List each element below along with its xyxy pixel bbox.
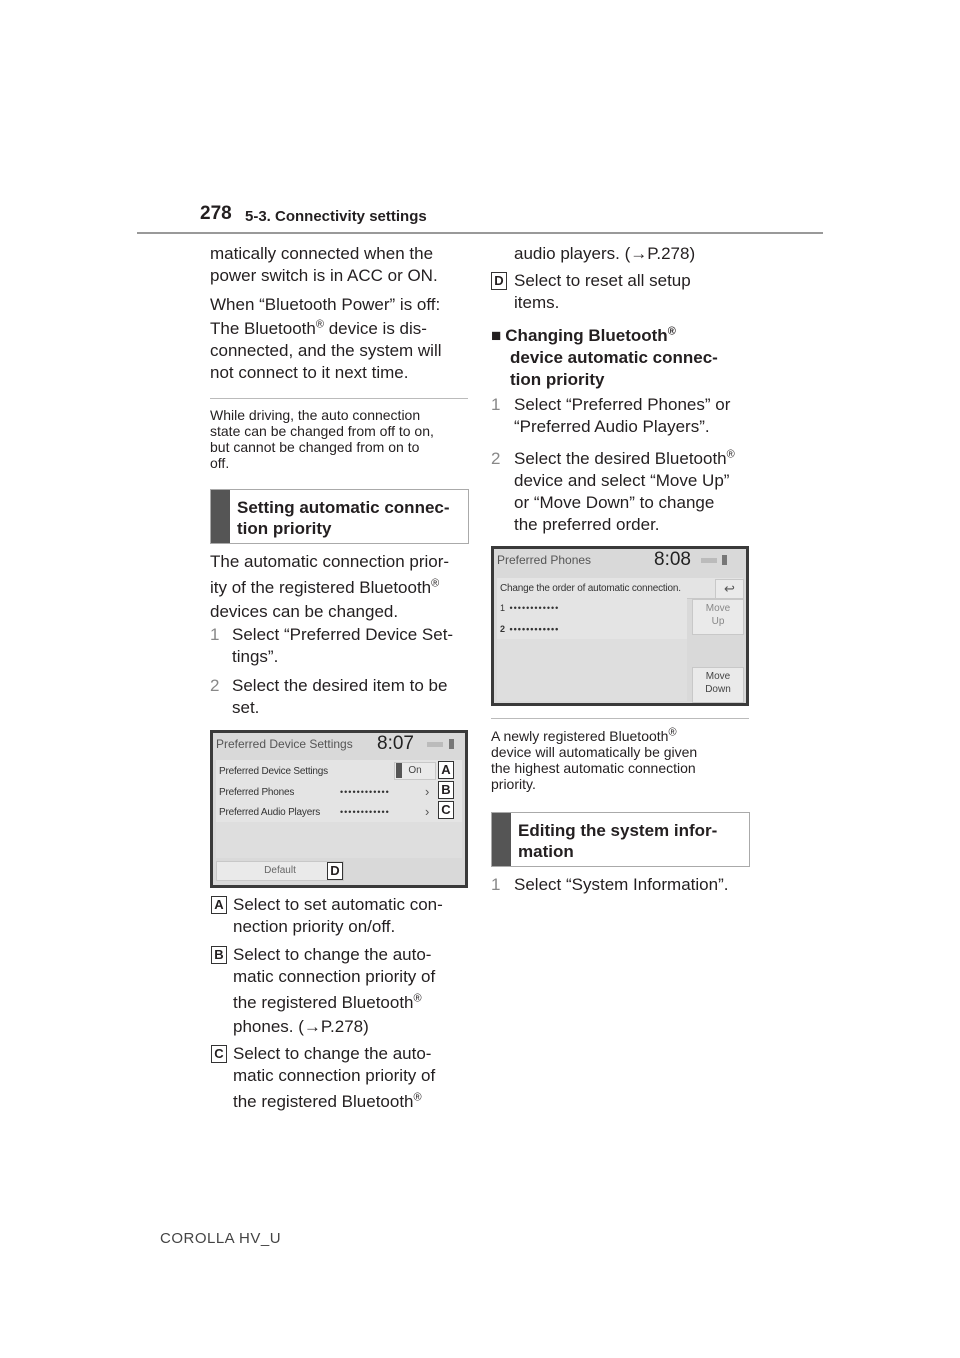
preferred-device-settings-screen bbox=[210, 730, 468, 888]
left-paragraph-2: When “Bluetooth Power” is off: bbox=[210, 295, 441, 314]
preferred-phones-screen bbox=[491, 546, 749, 706]
back-icon[interactable]: ↩ bbox=[715, 579, 744, 599]
header-rule bbox=[137, 232, 823, 234]
registered-mark: ® bbox=[315, 318, 324, 331]
callout-c: C bbox=[438, 801, 454, 819]
right-step-1: 1 Select “Preferred Phones” or “Preferred Audio Players”. bbox=[491, 395, 731, 436]
label-c: C bbox=[211, 1045, 227, 1063]
label-a: A bbox=[211, 896, 227, 914]
screen-clock: 8:07 bbox=[377, 733, 414, 754]
hint-row: Change the order of automatic connection. bbox=[497, 578, 743, 599]
left-paragraph-1: matically connected when the power switch is in ACC or ON. bbox=[210, 244, 438, 285]
desc-c: Select to change the auto- matic connection priority of the registered Bluetooth® bbox=[233, 1044, 436, 1111]
left-note: While driving, the auto connection state can be changed from off to on, but cannot be changed from on to off. bbox=[210, 407, 434, 471]
signal-indicator bbox=[701, 558, 717, 563]
section-heading-editing-system-info: Editing the system infor- mation bbox=[491, 812, 750, 867]
battery-icon bbox=[449, 739, 454, 749]
left-step-1: 1 Select “Preferred Device Set- tings”. bbox=[210, 625, 454, 666]
step-number: 1 bbox=[491, 395, 501, 414]
footer-model: COROLLA HV_U bbox=[160, 1230, 282, 1247]
phone-item-1[interactable]: 1 •••••••••••• bbox=[497, 598, 687, 619]
step-number: 1 bbox=[210, 625, 220, 644]
label-d: D bbox=[491, 272, 507, 290]
chevron-right-icon: › bbox=[425, 804, 430, 819]
row-preferred-audio-players[interactable]: Preferred Audio Players •••••••••••• › bbox=[216, 802, 462, 823]
section-heading-setting-priority: Setting automatic connec- tion priority bbox=[210, 489, 469, 544]
move-up-button[interactable]: Move Up bbox=[692, 599, 744, 635]
desc-d: Select to reset all setup items. bbox=[514, 271, 691, 312]
callout-d: D bbox=[327, 862, 343, 880]
signal-indicator bbox=[427, 742, 443, 747]
chevron-right-icon: › bbox=[425, 784, 430, 799]
left-paragraph-4: The automatic connection prior- ity of the registered Bluetooth® devices can be changed. bbox=[210, 552, 450, 621]
row-preferred-phones[interactable]: Preferred Phones •••••••••••• › bbox=[216, 782, 462, 803]
screen-title: Preferred Phones bbox=[497, 553, 592, 567]
section-title: 5-3. Connectivity settings bbox=[245, 208, 427, 225]
step-number: 2 bbox=[210, 676, 220, 695]
move-down-button[interactable]: Move Down bbox=[692, 667, 744, 703]
callout-a: A bbox=[438, 761, 454, 779]
square-bullet-icon: ■ bbox=[491, 326, 502, 345]
right-note: A newly registered Bluetooth® device will automatically be given the highest automatic connection priority. bbox=[491, 726, 698, 792]
toggle-indicator bbox=[396, 763, 402, 778]
default-button[interactable]: Default bbox=[216, 861, 344, 881]
heading-bar bbox=[211, 490, 230, 543]
label-b: B bbox=[211, 946, 227, 964]
step-number: 2 bbox=[491, 449, 501, 468]
phone-item-2[interactable]: 2 •••••••••••• bbox=[497, 618, 687, 640]
right-step-2: 2 Select the desired Bluetooth® device and select “Move Up” or “Move Down” to change the preferred order. bbox=[491, 448, 735, 534]
screen-title: Preferred Device Settings bbox=[216, 737, 353, 751]
heading-bar bbox=[492, 813, 511, 866]
left-step-2: 2 Select the desired item to be set. bbox=[210, 676, 448, 717]
callout-b: B bbox=[438, 781, 454, 799]
step-number: 1 bbox=[491, 875, 501, 894]
desc-a: Select to set automatic con- nection priority on/off. bbox=[233, 895, 443, 936]
page-number: 278 bbox=[200, 203, 232, 224]
battery-icon bbox=[722, 555, 727, 565]
note-separator bbox=[491, 718, 749, 719]
note-separator bbox=[210, 398, 468, 399]
screen-clock: 8:08 bbox=[654, 549, 691, 570]
left-paragraph-3: The Bluetooth® device is dis- connected, and the system will not connect to it next time. bbox=[210, 318, 442, 382]
on-toggle-button[interactable]: On bbox=[394, 762, 436, 780]
subheading-changing-priority: ■ Changing Bluetooth® device automatic connec- tion priority bbox=[491, 325, 718, 389]
right-continuation: audio players. (→P.278) bbox=[514, 244, 696, 263]
right-step-3: 1 Select “System Information”. bbox=[491, 875, 729, 894]
row-preferred-device-settings[interactable]: Preferred Device Settings On bbox=[216, 760, 462, 783]
desc-b: Select to change the auto- matic connection priority of the registered Bluetooth® phones. (→P.278) bbox=[233, 945, 436, 1036]
